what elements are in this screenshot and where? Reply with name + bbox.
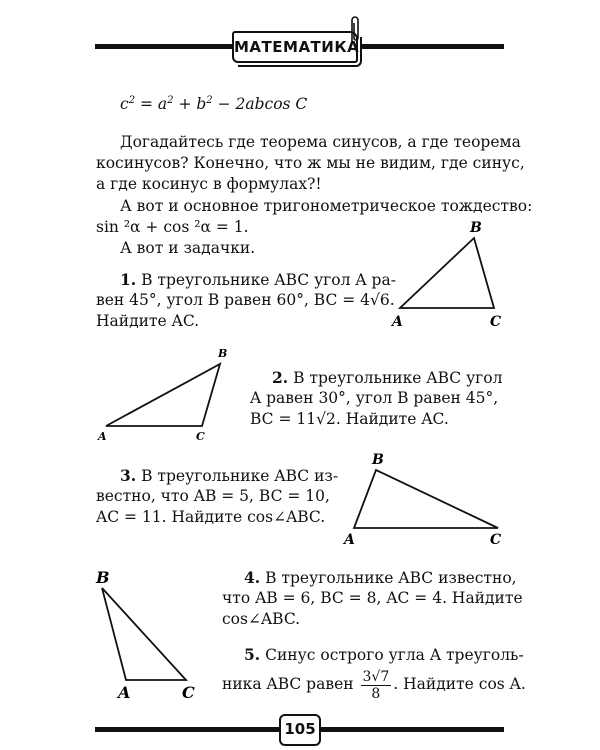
footer-rule-left bbox=[95, 727, 281, 732]
task-1-line-2: вен 45°, угол B равен 60°, BC = 4√6. bbox=[96, 291, 395, 309]
identity-line-1: А вот и основное тригонометрическое тождество: bbox=[120, 197, 533, 215]
page-number: 105 bbox=[279, 714, 321, 746]
task-3-line-3: AC = 11. Найдите cos∠ABC. bbox=[96, 508, 326, 526]
task-1-line-3: Найдите AC. bbox=[96, 312, 200, 330]
task-4-triangle-figure bbox=[90, 566, 210, 706]
task-2-triangle-figure bbox=[92, 342, 242, 446]
intro-line-1: Догадайтесь где теорема синусов, а где теорема bbox=[120, 133, 521, 151]
task-1-triangle bbox=[400, 238, 494, 308]
task-4-label-c: C bbox=[182, 683, 195, 702]
task-2-line-1: 2. В треугольнике ABC угол bbox=[272, 368, 503, 387]
task-1-triangle-figure bbox=[388, 220, 508, 335]
task-2-line-2: A равен 30°, угол B равен 45°, bbox=[250, 389, 499, 407]
intro-line-3: а где косинус в формулах?! bbox=[96, 175, 322, 193]
task-2-label-a: A bbox=[98, 430, 107, 443]
task-3-triangle-figure bbox=[340, 450, 508, 550]
footer-rule-right bbox=[319, 727, 504, 732]
task-3-line-1: 3. В треугольнике ABC из- bbox=[120, 466, 339, 485]
cosine-law-formula: $c^2 = a^2 + b^2 - 2abcos$ C bbox=[120, 95, 308, 114]
header-title: МАТЕМАТИКА bbox=[234, 38, 360, 56]
task-2-line-3: BC = 11√2. Найдите AC. bbox=[250, 410, 449, 428]
task-5-line-2: ника ABC равен $\frac{3√7}{8}$ . Найдите cos A. bbox=[222, 668, 526, 702]
task-4-line-2: что AB = 6, BC = 8, AC = 4. Найдите bbox=[222, 589, 523, 607]
task-3-line-2: вестно, что AB = 5, BC = 10, bbox=[96, 487, 330, 505]
task-2-label-b: B bbox=[218, 347, 228, 360]
header-rule-left bbox=[95, 44, 235, 49]
task-4-label-b: B bbox=[96, 568, 110, 587]
task-5-fraction-numerator: 3√7 bbox=[362, 668, 390, 685]
header-badge bbox=[232, 31, 358, 63]
task-1-label-c: C bbox=[490, 314, 502, 330]
tasks-intro: А вот и задачки. bbox=[120, 239, 256, 257]
task-1-label-b: B bbox=[470, 220, 482, 236]
task-2-triangle bbox=[106, 364, 220, 426]
task-3-label-b: B bbox=[372, 452, 384, 468]
task-5-fraction-denominator: 8 bbox=[371, 685, 381, 702]
task-3-label-a: A bbox=[344, 532, 355, 548]
task-5-line-1: 5. Синус острого угла A треуголь- bbox=[244, 645, 524, 664]
task-4-line-3: cos∠ABC. bbox=[222, 610, 301, 628]
task-3-triangle bbox=[354, 470, 498, 528]
task-1-line-1: 1. В треугольнике ABC угол A ра- bbox=[120, 270, 396, 289]
header-rule-right bbox=[360, 44, 504, 49]
task-4-label-a: A bbox=[118, 683, 131, 702]
paperclip-icon bbox=[348, 14, 362, 44]
intro-line-2: косинусов? Конечно, что ж мы не видим, где синус, bbox=[96, 154, 525, 172]
task-2-label-c: C bbox=[196, 430, 205, 443]
identity-formula: sin ²α + cos ²α = 1. bbox=[96, 218, 249, 236]
task-5-fraction bbox=[361, 669, 392, 702]
task-1-label-a: A bbox=[392, 314, 403, 330]
task-3-label-c: C bbox=[490, 532, 502, 548]
task-4-triangle bbox=[102, 588, 186, 680]
task-4-line-1: 4. В треугольнике ABC известно, bbox=[244, 568, 517, 587]
